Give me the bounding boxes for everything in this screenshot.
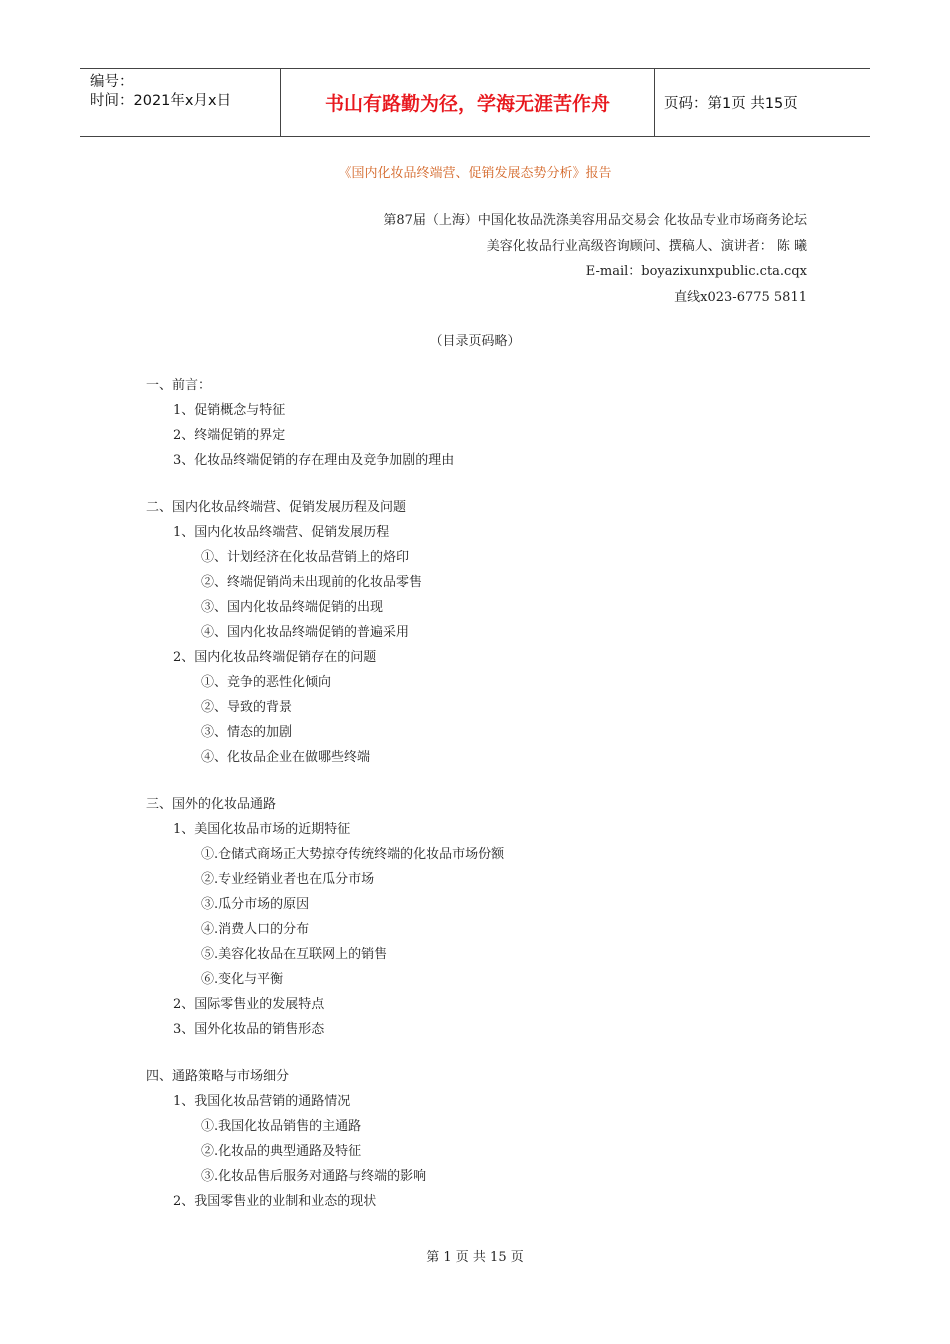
header-number-label: 编号： xyxy=(90,74,134,90)
header-time-label: 时间：2021年x月x日 xyxy=(90,93,232,109)
toc-item: ①、竞争的恶性化倾向 xyxy=(201,675,332,690)
toc-item: 1、我国化妆品营销的通路情况 xyxy=(173,1094,351,1109)
toc-item: ①.仓储式商场正大势掠夺传统终端的化妆品市场份额 xyxy=(201,847,505,862)
info-line-author: 美容化妆品行业高级咨询顾问、撰稿人、演讲者： 陈 曦 xyxy=(486,238,807,254)
toc-item: 四、通路策略与市场细分 xyxy=(146,1069,290,1084)
author-info xyxy=(383,208,807,310)
toc-item: ②、终端促销尚未出现前的化妆品零售 xyxy=(201,575,423,590)
toc-item: ④、化妆品企业在做哪些终端 xyxy=(201,750,371,765)
info-line-phone: 直线x023-6775 5811 xyxy=(674,289,807,305)
toc-item: 2、国内化妆品终端促销存在的问题 xyxy=(173,650,377,665)
toc-item: 二、国内化妆品终端营、促销发展历程及问题 xyxy=(146,500,407,515)
toc-item: ②.专业经销业者也在瓜分市场 xyxy=(201,872,375,887)
toc-item: ⑥.变化与平衡 xyxy=(201,972,284,987)
toc-note: （目录页码略） xyxy=(429,334,521,349)
toc-item: 2、终端促销的界定 xyxy=(173,428,286,443)
toc-item: 3、化妆品终端促销的存在理由及竞争加剧的理由 xyxy=(173,453,455,468)
info-line-email: E-mail：boyazixunxpublic.cta.cqx xyxy=(585,264,807,279)
toc-item: ③.瓜分市场的原因 xyxy=(201,897,310,912)
toc-item: ①、计划经济在化妆品营销上的烙印 xyxy=(201,550,410,565)
header-meta xyxy=(90,73,231,111)
toc-item: 2、我国零售业的业制和业态的现状 xyxy=(173,1194,377,1209)
page-header xyxy=(80,68,870,137)
toc-item: 1、国内化妆品终端营、促销发展历程 xyxy=(173,525,390,540)
toc-item: ④.消费人口的分布 xyxy=(201,922,310,937)
toc-item: ③.化妆品售后服务对通路与终端的影响 xyxy=(201,1169,427,1184)
toc-item: ②、导致的背景 xyxy=(201,700,293,715)
document-title: 《国内化妆品终端营、促销发展态势分析》报告 xyxy=(338,166,612,181)
toc-item: 2、国际零售业的发展特点 xyxy=(173,997,325,1012)
toc-item: ④、国内化妆品终端促销的普遍采用 xyxy=(201,625,410,640)
toc-item: ①.我国化妆品销售的主通路 xyxy=(201,1119,362,1134)
header-divider xyxy=(654,69,655,136)
toc-item: 1、促销概念与特征 xyxy=(173,403,286,418)
toc-item: 一、前言： xyxy=(146,378,212,393)
toc-item: 1、美国化妆品市场的近期特征 xyxy=(173,822,351,837)
toc-item: ③、情态的加剧 xyxy=(201,725,293,740)
page-footer: 第 1 页 共 15 页 xyxy=(426,1250,524,1265)
toc-item: 3、国外化妆品的销售形态 xyxy=(173,1022,325,1037)
toc-item: ⑤.美容化妆品在互联网上的销售 xyxy=(201,947,388,962)
header-motto: 书山有路勤为径，学海无涯苦作舟 xyxy=(324,93,610,115)
header-page-info: 页码：第1页 共15页 xyxy=(664,96,798,112)
toc-item: ②.化妆品的典型通路及特征 xyxy=(201,1144,362,1159)
toc-item: 三、国外的化妆品通路 xyxy=(146,797,277,812)
toc-item: ③、国内化妆品终端促销的出现 xyxy=(201,600,384,615)
info-line-event: 第87届（上海）中国化妆品洗涤美容用品交易会 化妆品专业市场商务论坛 xyxy=(383,213,807,228)
